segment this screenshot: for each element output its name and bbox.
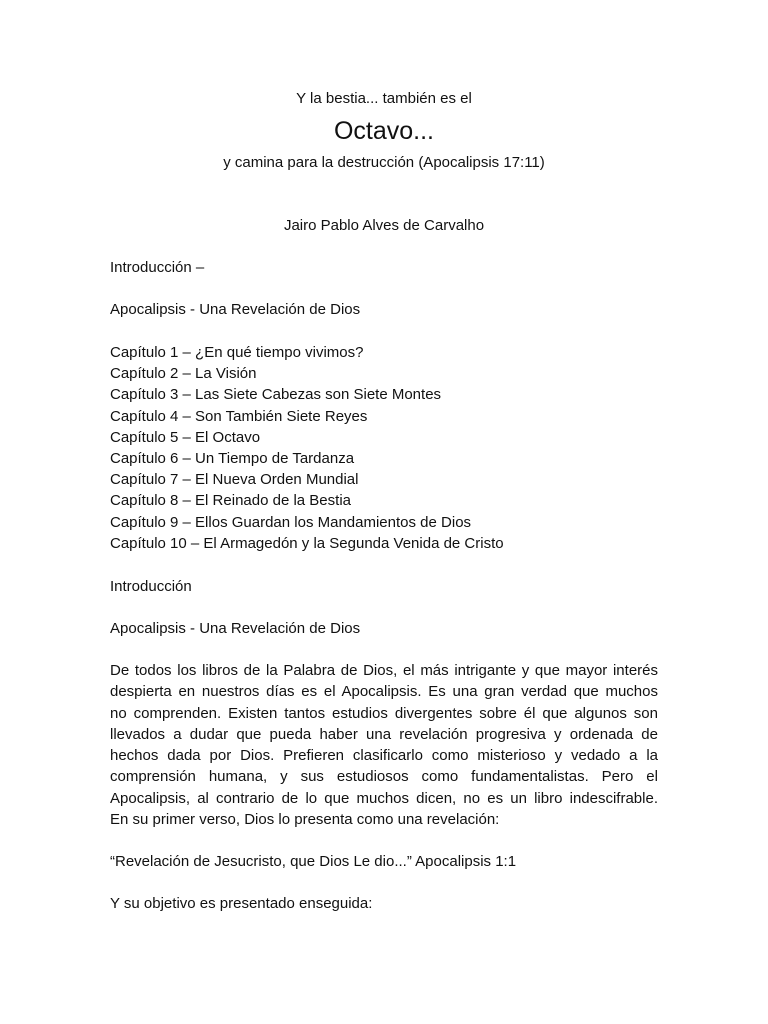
toc-chapter-2: Capítulo 2 – La Visión [110, 365, 257, 383]
paragraph-line: Apocalipsis, al contrario de lo que muchos dicen, no es un libro indescifrable. [110, 789, 658, 807]
toc-chapter-4: Capítulo 4 – Son También Siete Reyes [110, 407, 368, 425]
toc-chapter-10: Capítulo 10 – El Armagedón y la Segunda Venida de Cristo [110, 534, 504, 552]
section-subheading: Apocalipsis - Una Revelación de Dios [110, 620, 361, 637]
toc-chapter-3: Capítulo 3 – Las Siete Cabezas son Siete Montes [110, 386, 442, 404]
toc-chapter-8: Capítulo 8 – El Reinado de la Bestia [110, 492, 351, 510]
toc-chapter-1: Capítulo 1 – ¿En qué tiempo vivimos? [110, 344, 364, 361]
toc-part-title: Apocalipsis - Una Revelación de Dios [110, 301, 361, 318]
document-subtitle: y camina para la destrucción (Apocalipsis 17:11) [223, 154, 545, 171]
document-title: Octavo... [333, 117, 435, 145]
paragraph-line: despierta en nuestros días es el Apocalipsis. Es una gran verdad que muchos [110, 683, 658, 701]
bible-quote: “Revelación de Jesucristo, que Dios Le dio...” Apocalipsis 1:1 [110, 853, 517, 870]
toc-chapter-7: Capítulo 7 – El Nueva Orden Mundial [110, 471, 359, 489]
paragraph-line: De todos los libros de la Palabra de Dios, el más intrigante y que mayor interés [110, 662, 658, 679]
paragraph-line: comprensión humana, y sus estudiosos como fundamentalistas. Pero el [110, 768, 658, 786]
closing-line: Y su objetivo es presentado enseguida: [110, 895, 373, 912]
body-paragraph [110, 660, 658, 830]
toc-chapter-5: Capítulo 5 – El Octavo [110, 428, 261, 446]
toc-chapter-9: Capítulo 9 – Ellos Guardan los Mandamientos de Dios [110, 513, 472, 531]
toc-chapter-6: Capítulo 6 – Un Tiempo de Tardanza [110, 450, 355, 468]
table-of-contents [110, 342, 504, 554]
paragraph-line: no comprenden. Existen tantos estudios divergentes sobre él que algunos son [110, 704, 658, 722]
section-heading: Introducción [110, 578, 192, 595]
paragraph-line: En su primer verso, Dios lo presenta como una revelación: [110, 811, 500, 829]
pre-title: Y la bestia... también es el [296, 90, 472, 107]
toc-introduction: Introducción – [110, 259, 205, 276]
paragraph-line: hechos dada por Dios. Prefieren clasificarlo como misterioso y vedado a la [110, 747, 658, 765]
author-name: Jairo Pablo Alves de Carvalho [283, 217, 485, 234]
paragraph-line: llevados a dudar que pueda haber una revelación progresiva y ordenada de [110, 725, 658, 743]
